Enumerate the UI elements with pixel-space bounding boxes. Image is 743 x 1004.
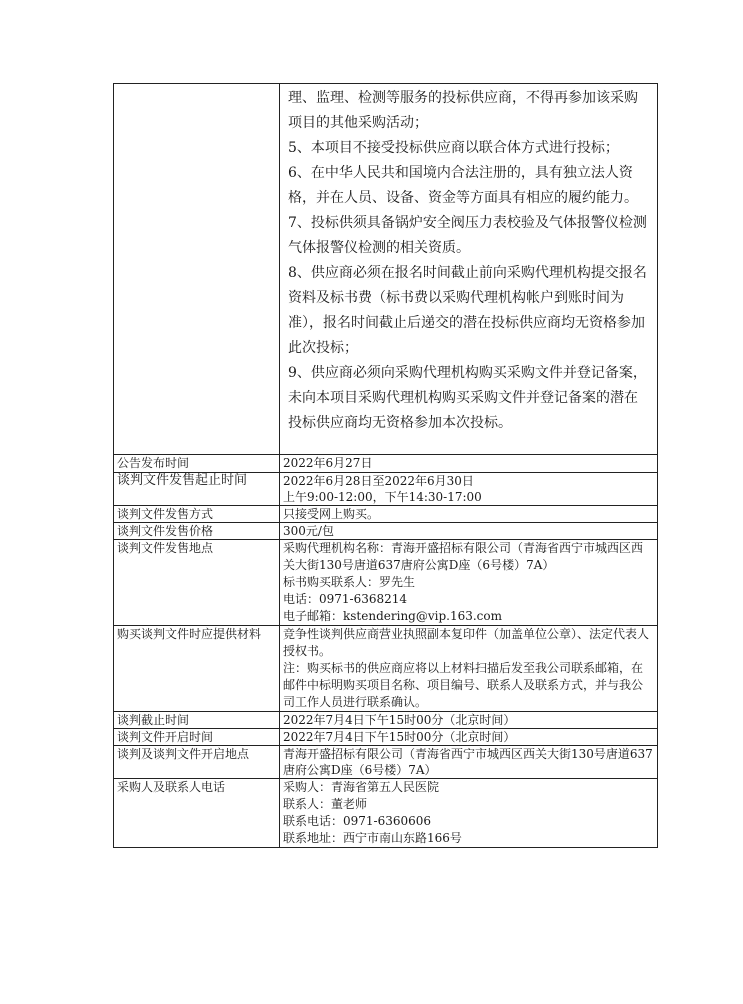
- notice-date-label: 公告发布时间: [114, 455, 280, 473]
- notice-date-value: 2022年6月27日: [280, 455, 658, 473]
- table-row: [114, 779, 658, 848]
- opening-time-label: 谈判文件开启时间: [114, 729, 280, 746]
- table-row: [114, 523, 658, 540]
- table-row: [114, 506, 658, 523]
- agency-phone: 电话：0971-6368214: [283, 592, 408, 606]
- condition-item: 理、监理、检测等服务的投标供应商，不得再参加该采购项目的其他采购活动；: [288, 90, 638, 131]
- materials-note: 注：购买标书的供应商应将以上材料扫描后发至我公司联系邮箱，在邮件中标明购买项目名称、项目编号、联系人及联系方式，并与我公司工作人员进行联系确认。: [283, 661, 644, 709]
- sale-price-value: 300元/包: [280, 523, 658, 540]
- sale-period-value: [280, 473, 658, 506]
- materials-value: [280, 626, 658, 712]
- condition-item: 8、供应商必须在报名时间截止前向采购代理机构提交报名资料及标书费（标书费以采购代理机构帐户到账时间为准），报名时间截止后递交的潜在投标供应商均无资格参加此次投标；: [288, 265, 647, 356]
- condition-item: 7、投标供须具备锅炉安全阀压力表校验及气体报警仪检测气体报警仪检测的相关资质。: [288, 215, 647, 256]
- table-row: [114, 626, 658, 712]
- agency-contact: 标书购买联系人：罗先生: [283, 575, 416, 589]
- table-row: [114, 540, 658, 626]
- materials-requirement: 竞争性谈判供应商营业执照副本复印件（加盖单位公章）、法定代表人授权书。: [283, 627, 650, 658]
- agency-info: 采购代理机构名称：青海开盛招标有限公司（青海省西宁市城西区西关大街130号唐道637唐府公寓D座（6号楼）7A）: [283, 541, 644, 572]
- opening-place-value: 青海开盛招标有限公司（青海省西宁市城西区西关大街130号唐道637唐府公寓D座（6号楼）7A）: [280, 746, 658, 779]
- sale-location-value: [280, 540, 658, 626]
- sale-period-dates: 2022年6月28日至2022年6月30日: [283, 474, 474, 488]
- condition-item: 5、本项目不接受投标供应商以联合体方式进行投标；: [288, 140, 619, 156]
- sale-location-label: 谈判文件发售地点: [114, 540, 280, 626]
- condition-item: 9、供应商必须向采购代理机构购买采购文件并登记备案，未向本项目采购代理机构购买采购文件并登记备案的潜在投标供应商均无资格参加本次投标。: [288, 365, 647, 431]
- purchaser-label: 采购人及联系人电话: [114, 779, 280, 848]
- purchaser-contact: 联系人：董老师: [283, 797, 368, 811]
- purchaser-address: 联系地址：西宁市南山东路166号: [283, 831, 462, 845]
- table-row: [114, 473, 658, 506]
- deadline-value: 2022年7月4日下午15时00分（北京时间）: [280, 712, 658, 729]
- deadline-label: 谈判截止时间: [114, 712, 280, 729]
- table-row: [114, 729, 658, 746]
- condition-item: 6、在中华人民共和国境内合法注册的，具有独立法人资格，并在人员、设备、资金等方面具有相应的履约能力。: [288, 165, 638, 206]
- materials-label: 购买谈判文件时应提供材料: [114, 626, 280, 712]
- table-row-conditions: [114, 84, 658, 455]
- table-row: [114, 455, 658, 473]
- purchaser-name: 采购人：青海省第五人民医院: [283, 780, 440, 794]
- procurement-info-table: [113, 83, 658, 848]
- opening-place-label: 谈判及谈判文件开启地点: [114, 746, 280, 779]
- purchaser-phone: 联系电话：0971-6360606: [283, 814, 432, 828]
- sale-period-label: 谈判文件发售起止时间: [114, 473, 280, 506]
- agency-email: 电子邮箱：kstendering@vip.163.com: [283, 609, 503, 623]
- sale-period-hours: 上午9:00-12:00，下午14:30-17:00: [283, 490, 482, 504]
- sale-price-label: 谈判文件发售价格: [114, 523, 280, 540]
- conditions-cell: [280, 84, 658, 455]
- opening-time-value: 2022年7月4日下午15时00分（北京时间）: [280, 729, 658, 746]
- sale-method-value: 只接受网上购买。: [280, 506, 658, 523]
- sale-method-label: 谈判文件发售方式: [114, 506, 280, 523]
- conditions-label-cell: [114, 84, 280, 455]
- purchaser-value: [280, 779, 658, 848]
- table-row: [114, 746, 658, 779]
- table-row: [114, 712, 658, 729]
